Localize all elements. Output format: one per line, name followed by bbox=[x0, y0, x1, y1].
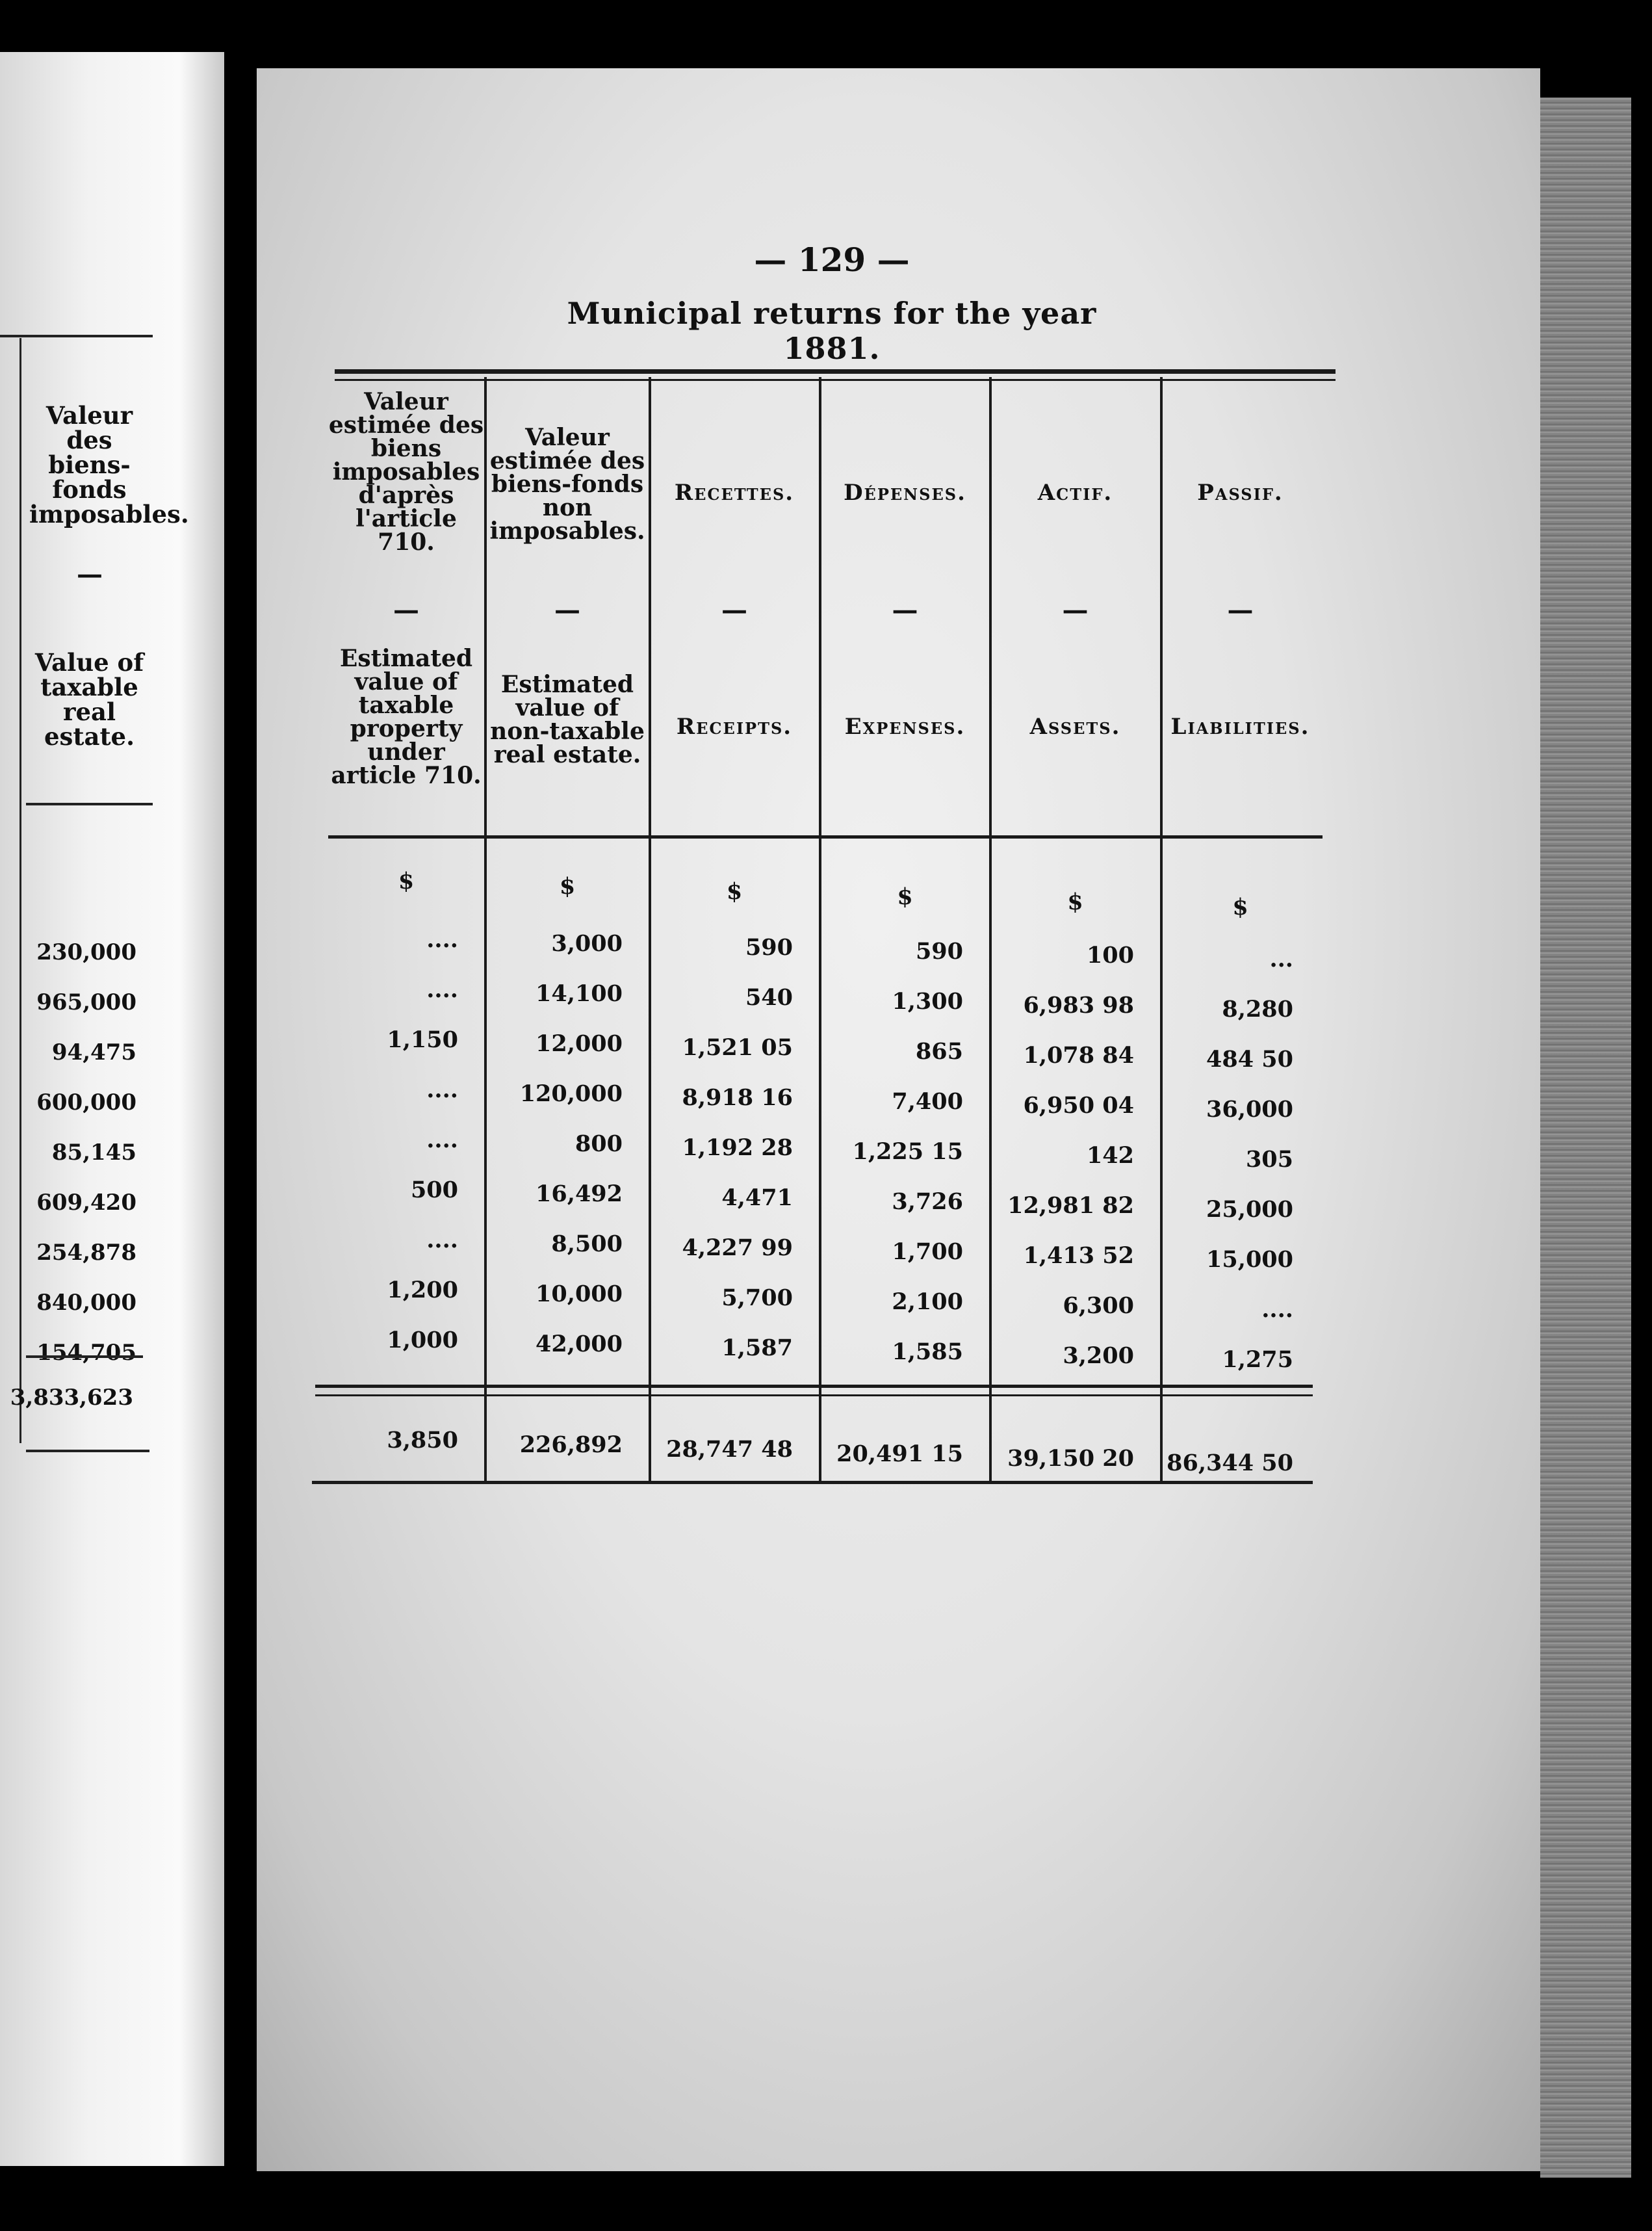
currency-symbol: $ bbox=[726, 878, 743, 905]
table-cell: 6,983 98 bbox=[1023, 992, 1134, 1019]
column-header-dash: — bbox=[892, 595, 918, 625]
table-cell: 540 bbox=[745, 984, 793, 1011]
table-cell: 3,200 bbox=[1063, 1342, 1134, 1369]
table-cell: .... bbox=[426, 976, 458, 1003]
left-value-cell: 609,420 bbox=[36, 1190, 136, 1216]
table-cell: 2,100 bbox=[892, 1288, 963, 1315]
table-cell: 25,000 bbox=[1206, 1196, 1293, 1223]
column-header-dash: — bbox=[1227, 595, 1254, 625]
table-cell: 42,000 bbox=[536, 1331, 623, 1357]
left-value-cell: 254,878 bbox=[36, 1240, 136, 1266]
main-page bbox=[257, 68, 1540, 2171]
table-cell: 142 bbox=[1086, 1142, 1134, 1169]
left-value-cell: 154,705 bbox=[36, 1340, 136, 1366]
table-cell: 1,587 bbox=[721, 1335, 793, 1361]
table-cell: 484 50 bbox=[1206, 1046, 1293, 1073]
body-bottom-rule-thin bbox=[315, 1394, 1313, 1396]
column-header-dash: — bbox=[721, 595, 747, 625]
table-cell: 10,000 bbox=[536, 1281, 623, 1307]
table-cell: 4,227 99 bbox=[682, 1234, 793, 1261]
table-cell: .... bbox=[426, 1227, 458, 1253]
table-top-rule bbox=[335, 369, 1336, 374]
table-cell: 8,280 bbox=[1222, 996, 1293, 1023]
column-divider bbox=[819, 377, 821, 1482]
table-cell: 590 bbox=[915, 938, 963, 965]
table-cell: 100 bbox=[1086, 942, 1134, 969]
column-header-french: Actif. bbox=[1037, 480, 1113, 506]
left-column-rule bbox=[19, 338, 21, 1443]
table-cell: 1,150 bbox=[387, 1026, 458, 1053]
column-header-english: Expenses. bbox=[844, 714, 966, 740]
column-header-english: Estimated value of taxable property under article 710. bbox=[331, 645, 482, 789]
table-cell: 8,500 bbox=[551, 1231, 623, 1257]
table-cell: 4,471 bbox=[721, 1184, 793, 1211]
table-cell: .... bbox=[426, 926, 458, 953]
table-cell: 1,413 52 bbox=[1023, 1242, 1134, 1269]
column-header-french: Recettes. bbox=[674, 480, 795, 506]
table-cell: 6,950 04 bbox=[1023, 1092, 1134, 1119]
table-cell: 8,918 16 bbox=[682, 1084, 793, 1111]
left-value-cell: 85,145 bbox=[51, 1140, 136, 1166]
left-value-cell: 230,000 bbox=[36, 939, 136, 965]
currency-symbol: $ bbox=[398, 868, 415, 894]
left-value-cell: 840,000 bbox=[36, 1290, 136, 1316]
table-cell: 7,400 bbox=[892, 1088, 963, 1115]
table-cell: 12,981 82 bbox=[1007, 1192, 1134, 1219]
column-header-dash: — bbox=[393, 595, 419, 625]
page-number: — 129 — bbox=[754, 241, 910, 279]
table-cell: 800 bbox=[574, 1130, 623, 1157]
total-cell: 28,747 48 bbox=[666, 1436, 793, 1463]
table-cell: .... bbox=[1261, 1296, 1293, 1323]
total-cell: 226,892 bbox=[519, 1431, 623, 1458]
left-total-value: 3,833,623 bbox=[10, 1385, 133, 1411]
left-header-french: Valeur des biens-fonds imposables. bbox=[29, 401, 189, 528]
table-cell: 590 bbox=[745, 934, 793, 961]
table-cell: 3,726 bbox=[892, 1188, 963, 1215]
page-title: Municipal returns for the year 1881. bbox=[567, 296, 1097, 366]
table-cell: 1,521 05 bbox=[682, 1034, 793, 1061]
table-cell: 1,225 15 bbox=[852, 1138, 963, 1165]
table-cell: 1,300 bbox=[892, 988, 963, 1015]
column-header-english: Receipts. bbox=[676, 714, 793, 740]
left-header-english: Value of taxable real estate. bbox=[34, 648, 144, 751]
total-cell: 3,850 bbox=[387, 1427, 458, 1454]
left-value-cell: 600,000 bbox=[36, 1089, 136, 1116]
total-cell: 39,150 20 bbox=[1007, 1445, 1134, 1472]
table-cell: 1,078 84 bbox=[1023, 1042, 1134, 1069]
left-bottom-rule bbox=[26, 1450, 149, 1452]
table-cell: 305 bbox=[1245, 1146, 1293, 1173]
table-bottom-rule bbox=[312, 1481, 1313, 1484]
table-cell: 12,000 bbox=[536, 1030, 623, 1057]
table-cell: 15,000 bbox=[1206, 1246, 1293, 1273]
column-header-french: Valeur estimée des biens-fonds non imposables. bbox=[489, 424, 645, 545]
table-cell: 5,700 bbox=[721, 1285, 793, 1311]
currency-symbol: $ bbox=[1067, 889, 1083, 915]
column-divider bbox=[649, 377, 651, 1482]
table-cell: 865 bbox=[915, 1038, 963, 1065]
table-cell: 3,000 bbox=[551, 930, 623, 957]
table-cell: 120,000 bbox=[519, 1080, 623, 1107]
table-cell: 16,492 bbox=[536, 1181, 623, 1207]
table-cell: 14,100 bbox=[536, 980, 623, 1007]
left-header-rule bbox=[26, 803, 153, 805]
table-cell: 500 bbox=[410, 1177, 458, 1203]
table-cell: 1,275 bbox=[1222, 1346, 1293, 1373]
left-header-dash: — bbox=[77, 559, 103, 590]
currency-symbol: $ bbox=[559, 873, 576, 900]
currency-symbol: $ bbox=[897, 883, 913, 910]
header-bottom-rule bbox=[328, 835, 1323, 839]
currency-symbol: $ bbox=[1232, 894, 1248, 920]
column-header-french: Passif. bbox=[1197, 480, 1284, 506]
column-header-dash: — bbox=[554, 595, 580, 625]
total-cell: 86,344 50 bbox=[1167, 1450, 1293, 1476]
left-top-rule bbox=[0, 335, 153, 337]
table-cell: 6,300 bbox=[1063, 1292, 1134, 1319]
table-cell: 1,700 bbox=[892, 1238, 963, 1265]
page-edge bbox=[1540, 98, 1631, 2178]
table-cell: .... bbox=[426, 1127, 458, 1153]
column-header-french: Dépenses. bbox=[844, 480, 966, 506]
table-cell: ... bbox=[1269, 946, 1293, 972]
table-cell: 1,200 bbox=[387, 1277, 458, 1303]
table-cell: 1,000 bbox=[387, 1327, 458, 1353]
table-cell: 1,585 bbox=[892, 1338, 963, 1365]
column-header-english: Estimated value of non-taxable real estate. bbox=[490, 671, 645, 768]
table-cell: .... bbox=[426, 1076, 458, 1103]
column-header-english: Liabilities. bbox=[1170, 714, 1310, 740]
body-bottom-rule bbox=[315, 1385, 1313, 1388]
left-value-cell: 94,475 bbox=[51, 1039, 136, 1065]
column-header-dash: — bbox=[1062, 595, 1089, 625]
left-value-cell: 965,000 bbox=[36, 989, 136, 1015]
table-cell: 1,192 28 bbox=[682, 1134, 793, 1161]
table-cell: 36,000 bbox=[1206, 1096, 1293, 1123]
left-total-rule bbox=[26, 1355, 143, 1358]
column-header-french: Valeur estimée des biens imposables d'après l'article 710. bbox=[328, 388, 484, 556]
column-divider bbox=[484, 377, 487, 1482]
left-facing-page bbox=[0, 52, 224, 2166]
column-header-english: Assets. bbox=[1029, 714, 1121, 740]
total-cell: 20,491 15 bbox=[836, 1441, 963, 1467]
